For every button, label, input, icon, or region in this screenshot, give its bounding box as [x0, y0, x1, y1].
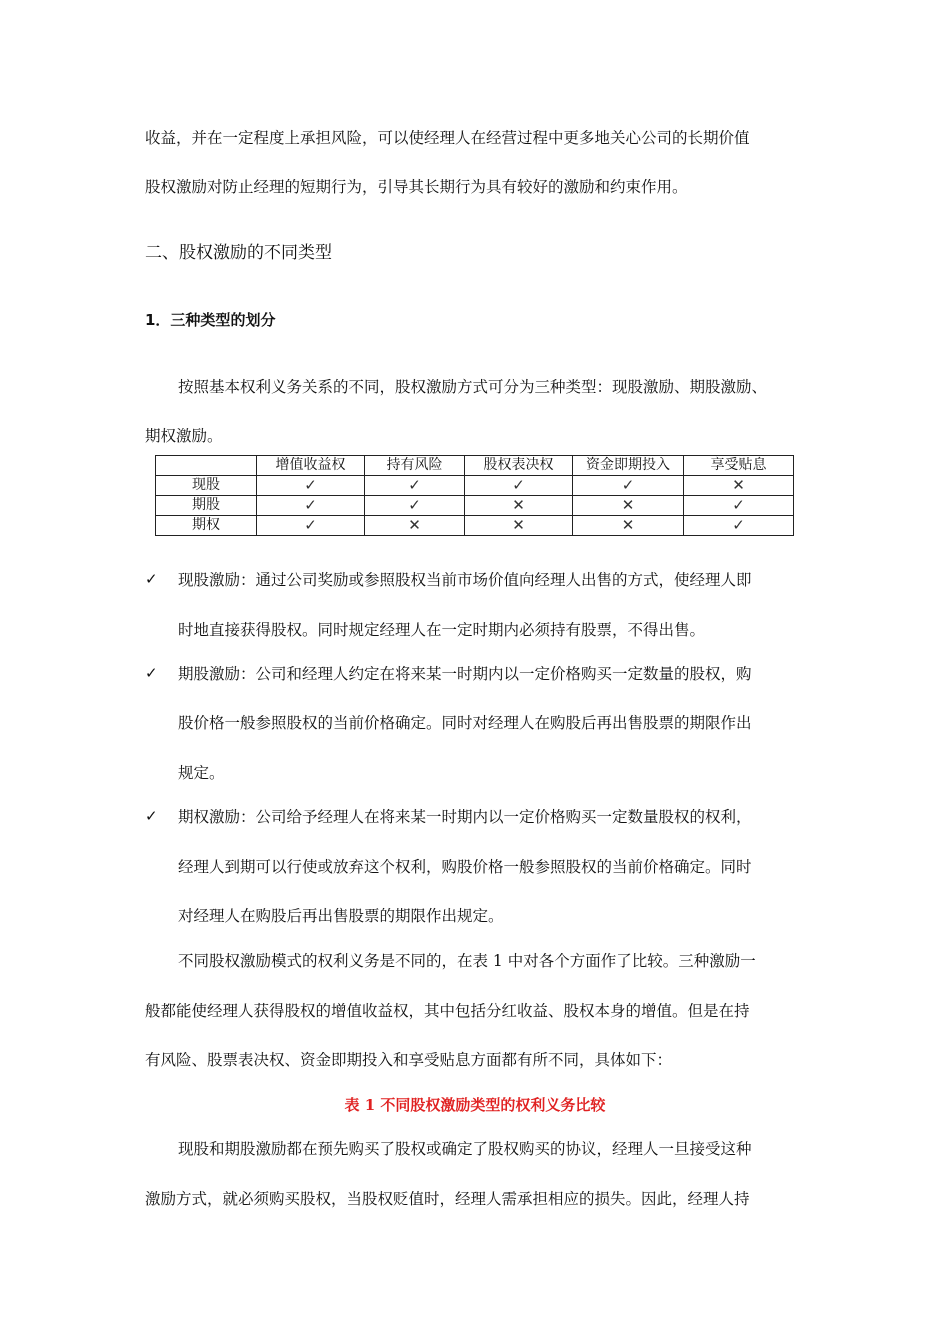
- table-cell-mark: ✓: [257, 516, 365, 536]
- table-header-cell: 享受贴息: [684, 456, 794, 476]
- table-cell-mark: ✕: [573, 516, 684, 536]
- table-row: [156, 476, 794, 496]
- bullet-2-line2: 股价格一般参照股权的当前价格确定。同时对经理人在购股后再出售股票的期限作出: [178, 714, 752, 732]
- para2-line2: 般都能使经理人获得股权的增值收益权，其中包括分红收益、股权本身的增值。但是在持: [145, 1002, 750, 1020]
- table-cell-mark: ✓: [365, 496, 465, 516]
- bullet-2-line3: 规定。: [178, 764, 225, 782]
- subsection-title: 1．三种类型的划分: [145, 311, 276, 329]
- table-header-cell: [156, 456, 257, 476]
- table-cell-mark: ✕: [465, 496, 573, 516]
- row-label: 期股: [156, 496, 257, 516]
- check-icon: ✓: [145, 570, 158, 588]
- table-cell-mark: ✓: [573, 476, 684, 496]
- table-cell-mark: ✕: [465, 516, 573, 536]
- bullet-3-line2: 经理人到期可以行使或放弃这个权利，购股价格一般参照股权的当前价格确定。同时: [178, 858, 752, 876]
- check-icon: ✓: [145, 664, 158, 682]
- bullet-1-line1: 现股激励：通过公司奖励或参照股权当前市场价值向经理人出售的方式，使经理人即: [178, 571, 752, 589]
- table-header-cell: 股权表决权: [465, 456, 573, 476]
- row-label: 期权: [156, 516, 257, 536]
- table-cell-mark: ✕: [573, 496, 684, 516]
- bullet-3-line1: 期权激励：公司给予经理人在将来某一时期内以一定价格购买一定数量股权的权利，: [178, 808, 752, 826]
- table-header-cell: 增值收益权: [257, 456, 365, 476]
- table-header-cell: 资金即期投入: [573, 456, 684, 476]
- section-title: 二、股权激励的不同类型: [145, 243, 332, 263]
- table-row: [156, 496, 794, 516]
- bullet-1-line2: 时地直接获得股权。同时规定经理人在一定时期内必须持有股票，不得出售。: [178, 621, 706, 639]
- table-row: [156, 516, 794, 536]
- para3-line1: 现股和期股激励都在预先购买了股权或确定了股权购买的协议，经理人一旦接受这种: [178, 1140, 752, 1158]
- table-cell-mark: ✓: [684, 496, 794, 516]
- intro-line1: 按照基本权利义务关系的不同，股权激励方式可分为三种类型：现股激励、期股激励、: [178, 378, 768, 396]
- table-header-row: [156, 456, 794, 476]
- para2-line3: 有风险、股票表决权、资金即期投入和享受贴息方面都有所不同，具体如下：: [145, 1051, 673, 1069]
- table-cell-mark: ✕: [684, 476, 794, 496]
- table-header-cell: 持有风险: [365, 456, 465, 476]
- intro-line2: 期权激励。: [145, 427, 223, 445]
- check-icon: ✓: [145, 807, 158, 825]
- para1-line2: 股权激励对防止经理的短期行为，引导其长期行为具有较好的激励和约束作用。: [145, 178, 688, 196]
- table-cell-mark: ✓: [465, 476, 573, 496]
- bullet-2-line1: 期股激励：公司和经理人约定在将来某一时期内以一定价格购买一定数量的股权，购: [178, 665, 752, 683]
- row-label: 现股: [156, 476, 257, 496]
- table-cell-mark: ✓: [257, 496, 365, 516]
- para2-line1: 不同股权激励模式的权利义务是不同的，在表 1 中对各个方面作了比较。三种激励一: [178, 952, 756, 970]
- para1-line1: 收益，并在一定程度上承担风险，可以使经理人在经营过程中更多地关心公司的长期价值: [145, 129, 750, 147]
- table-cell-mark: ✓: [365, 476, 465, 496]
- comparison-table: [155, 455, 794, 536]
- table-caption: 表 1 不同股权激励类型的权利义务比较: [344, 1096, 606, 1114]
- table-cell-mark: ✓: [684, 516, 794, 536]
- para3-line2: 激励方式，就必须购买股权，当股权贬值时，经理人需承担相应的损失。因此，经理人持: [145, 1190, 750, 1208]
- table-cell-mark: ✓: [257, 476, 365, 496]
- table-cell-mark: ✕: [365, 516, 465, 536]
- bullet-3-line3: 对经理人在购股后再出售股票的期限作出规定。: [178, 907, 504, 925]
